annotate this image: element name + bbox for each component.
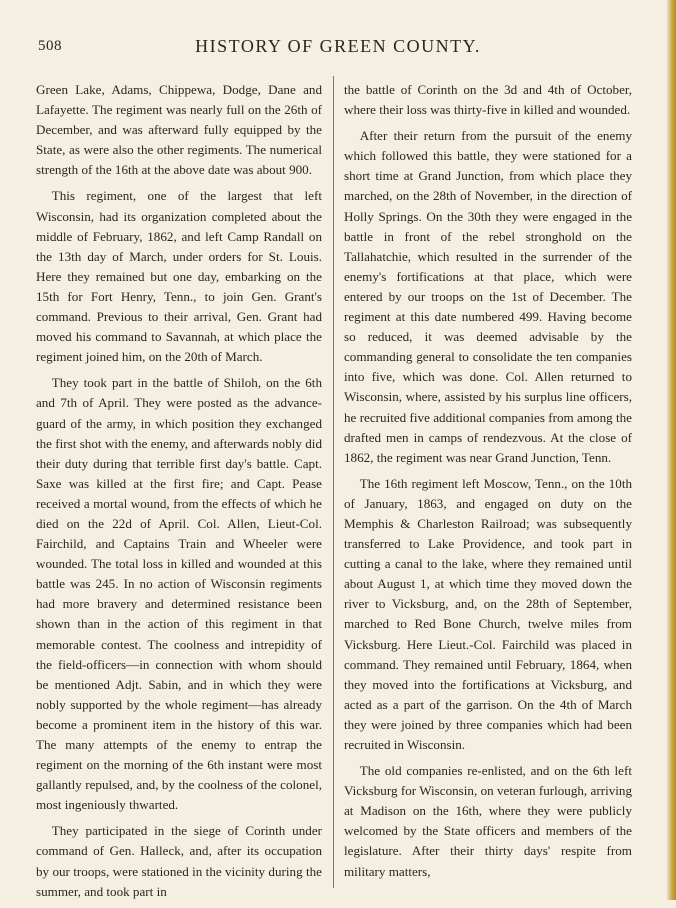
paragraph: They participated in the siege of Corinth under command of Gen. Halleck, and, after its occupation by our troops, were stationed in the vicinity during the summer, and took part in — [36, 823, 322, 899]
page-title: HISTORY OF GREEN COUNTY. — [195, 36, 481, 56]
left-column — [36, 80, 322, 908]
paragraph: the battle of Corinth on the 3d and 4th of October, where their loss was thirty-five in killed and wounded. — [344, 82, 632, 118]
page-edge — [667, 0, 676, 900]
paragraph: Green Lake, Adams, Chippewa, Dodge, Dane and Lafayette. The regiment was nearly full on the 26th of December, and was afterward fully equipped by the State, as were also the other regiments. The numerical strength of the 16th at the above date was about 900. — [36, 82, 322, 178]
paragraph: The 16th regiment left Moscow, Tenn., on the 10th of January, 1863, and engaged on duty on the Memphis & Charleston Railroad; was subsequently transferred to Lake Providence, and took part in cutting a canal to the lake, where they remained until about August 1, at which time they moved down the river to Vicksburg, and, on the 28th of September, marched to Red Bone Church, twelve miles from Vicksburg. Here Lieut.-Col. Fairchild was placed in command. They remained until February, 1864, when they moved into the fortifications at Vicksburg, and acted as a part of the garrison. On the 4th of March they were joined by three companies which had been recruited in Wisconsin. — [344, 475, 632, 752]
right-column — [344, 80, 632, 888]
paragraph: The old companies re-enlisted, and on the 6th left Vicksburg for Wisconsin, on veteran furlough, arriving at Madison on the 16th, where they were publicly welcomed by the State officers and members of the legislature. After their thirty days' respite from military matters, — [344, 763, 632, 879]
column-divider — [333, 76, 334, 888]
paragraph: After their return from the pursuit of the enemy which followed this battle, they were stationed for a short time at Grand Junction, from which place they marched, on the 28th of November, in the direction of Holly Springs. On the 30th they were engaged in the battle in front of the rebel stronghold on the Tallahatchie, which resulted in the surrender of the enemy's fortifications at that place, which were entered by our troops on the 1st of December. The regiment at this date numbered 499. Having become so reduced, it was deemed advisable by the commanding general to consolidate the ten companies into five, which was done. Col. Allen returned to Wisconsin, where, assisted by his surplus line officers, he recruited five additional companies from among the drafted men in camps of rendezvous. At the close of 1862, the regiment was near Grand Junction, Tenn. — [344, 128, 632, 465]
paragraph: They took part in the battle of Shiloh, on the 6th and 7th of April. They were posted as the advance-guard of the army, in which position they exchanged the first shot with the enemy, and afterwards nobly did their duty during that terrible first day's battle. Capt. Saxe was killed at the first fire; and Capt. Pease received a mortal wound, from the effects of which he died on the 22d of April. Col. Allen, Lieut-Col. Fairchild, and Captains Train and Wheeler were wounded. The total loss in killed and wounded at this battle was 245. In no action of Wisconsin regiments had more bravery and determined resistance been shown than in the action of this regiment in that memorable contest. The coolness and intrepidity of the field-officers—in connection with whom should be mentioned Adjt. Sabin, and in which they were nobly supported by the whole regiment—has already become a prominent item in the history of this war. The many attempts of the enemy to entrap the regiment on the morning of the 6th instant were most gallantly repulsed, and, by the coolness of the colonel, most ingeniously thwarted. — [36, 375, 322, 813]
page-header — [38, 36, 638, 60]
paragraph: This regiment, one of the largest that left Wisconsin, had its organization completed about the middle of February, 1862, and left Camp Randall on the 13th day of March, under orders for St. Louis. Here they remained but one day, embarking on the 15th for Fort Henry, Tenn., to join Gen. Grant's command. Previous to their arrival, Gen. Grant had moved his command to Savannah, at which place the regiment joined him, on the 20th of March. — [36, 188, 322, 365]
page-number: 508 — [38, 38, 62, 54]
